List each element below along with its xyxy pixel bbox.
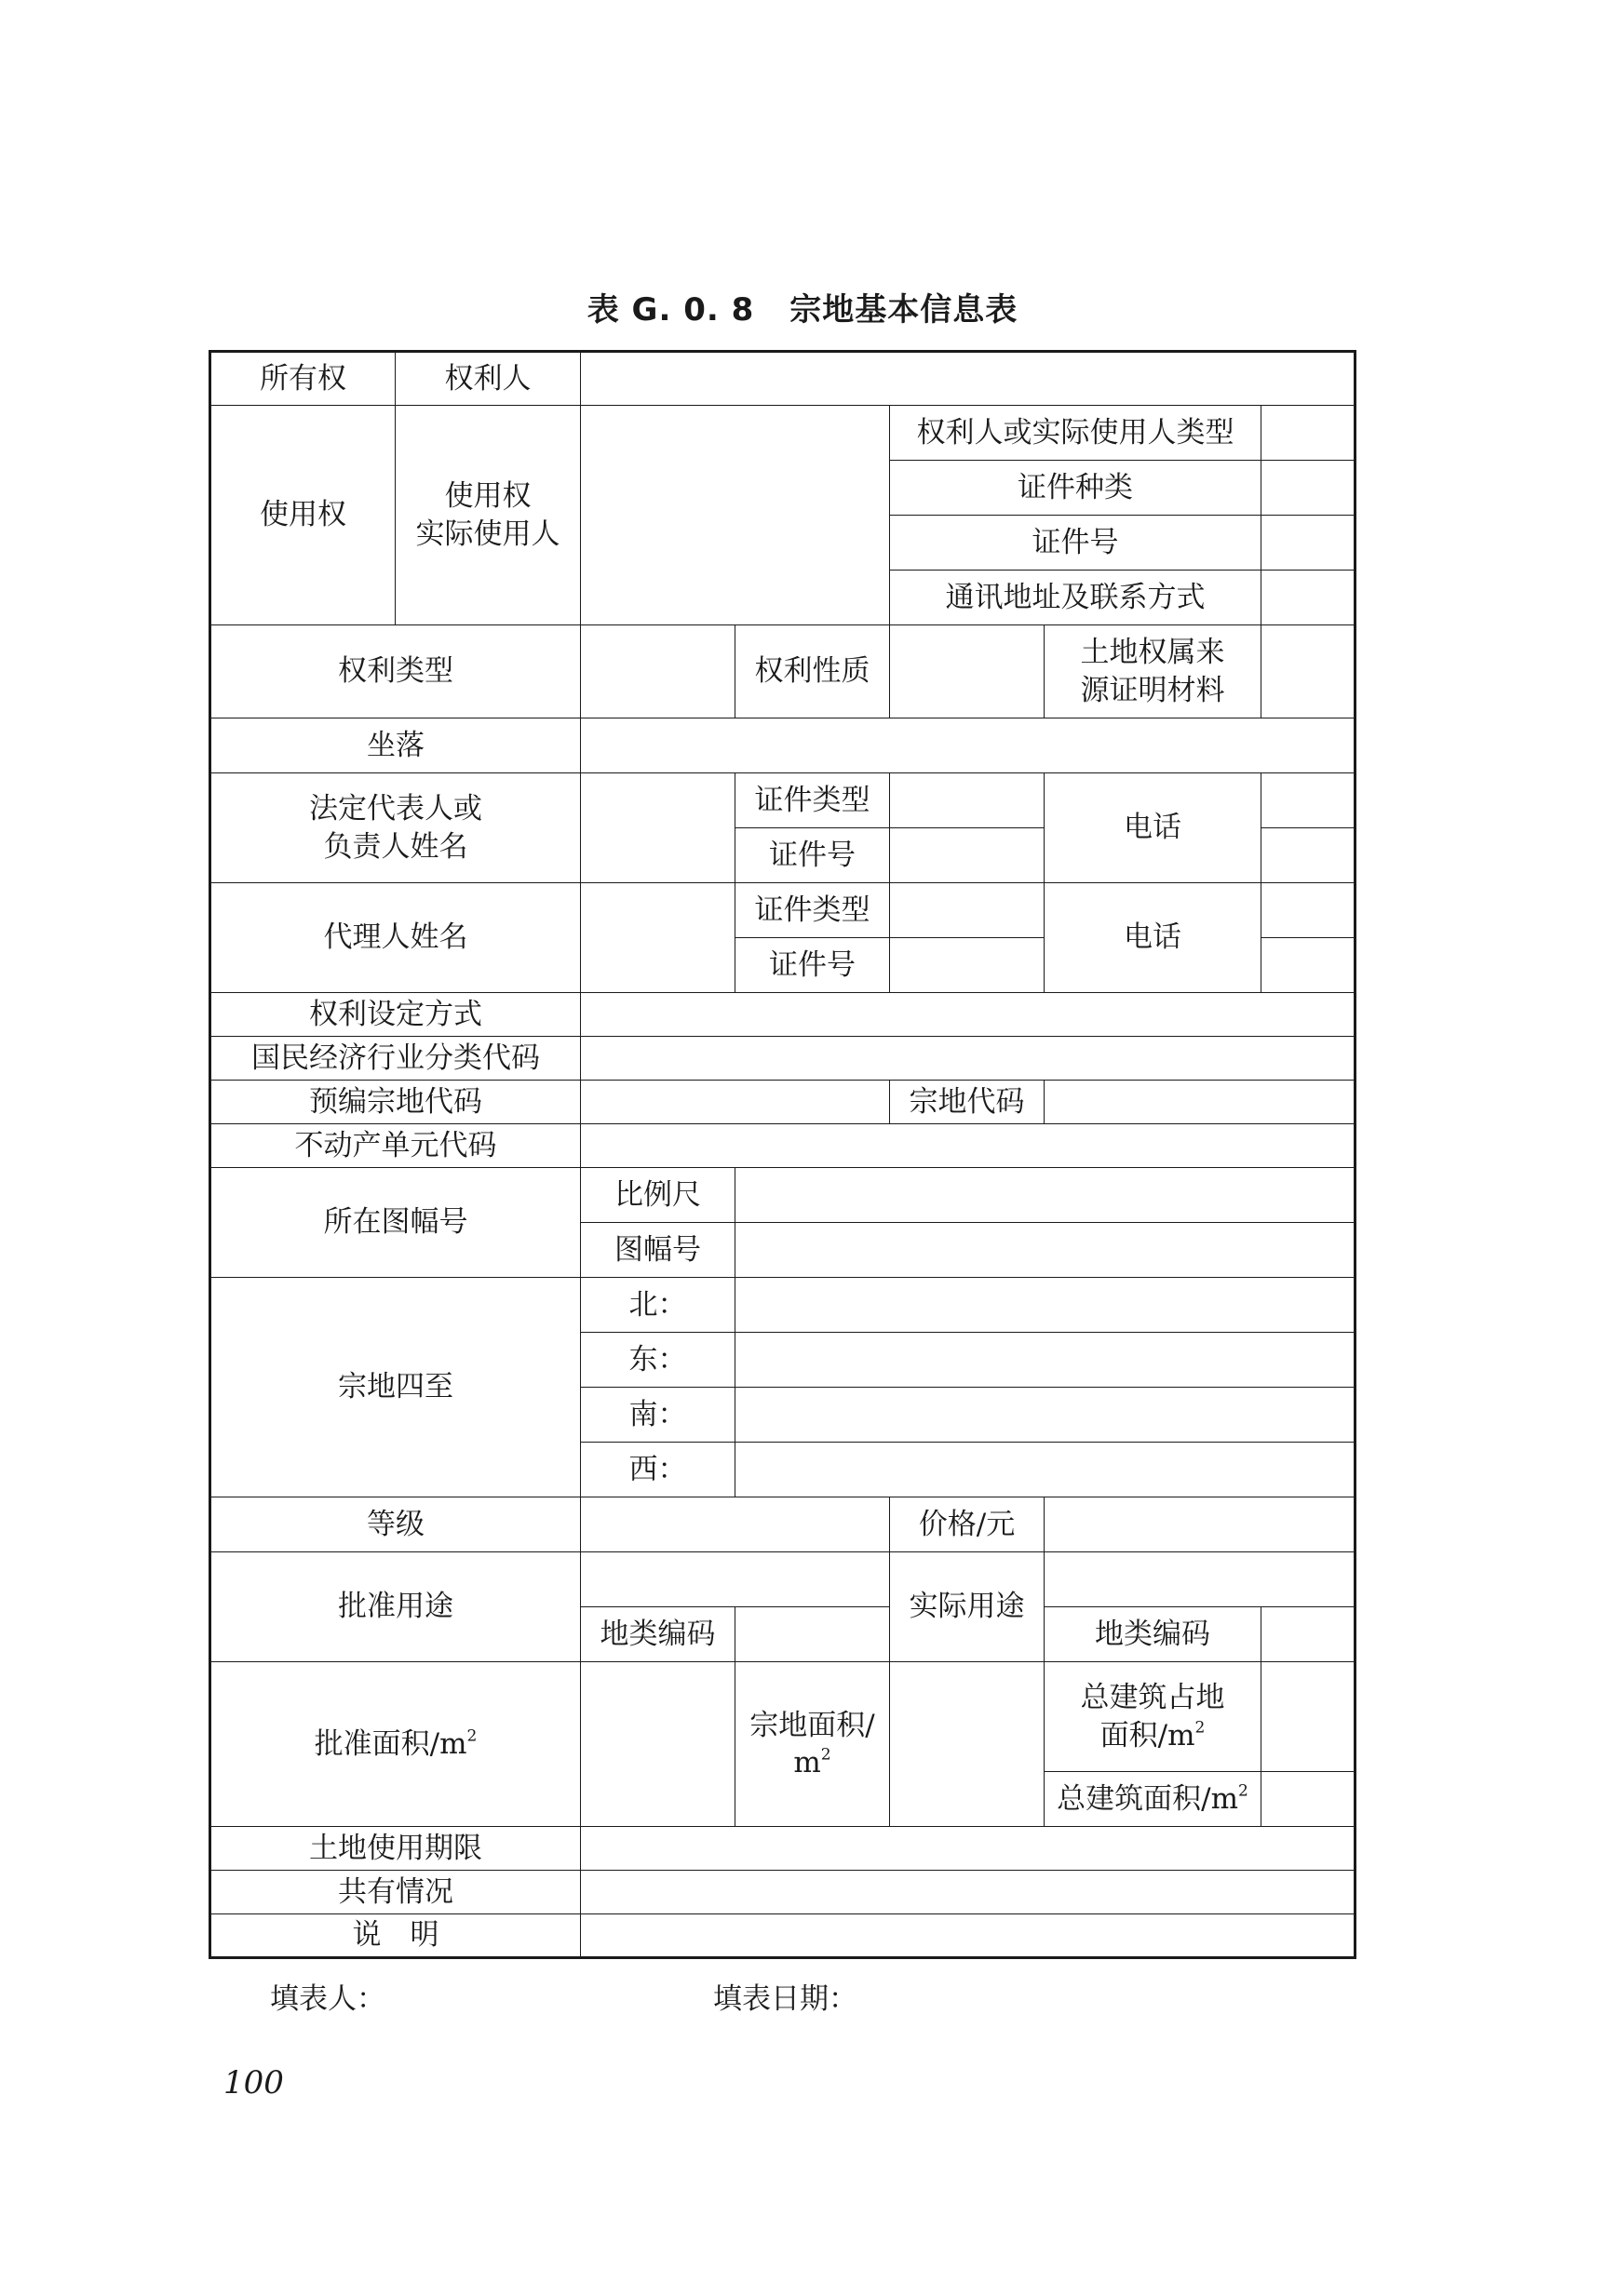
pre-parcel-code-label: 预编宗地代码: [210, 1081, 581, 1124]
sheet-number-label: 图幅号: [581, 1223, 735, 1278]
price-field[interactable]: [1045, 1497, 1355, 1552]
south-label: 南：: [581, 1388, 735, 1443]
approved-use-label: 批准用途: [210, 1552, 581, 1662]
legal-rep-label: 法定代表人或 负责人姓名: [210, 773, 581, 883]
legal-rep-phone-label: 电话: [1045, 773, 1261, 883]
legal-rep-cert-type-label: 证件类型: [735, 773, 890, 828]
parcel-code-label: 宗地代码: [890, 1081, 1045, 1124]
approved-use-field[interactable]: [581, 1552, 890, 1607]
title-source-label: 土地权属来 源证明材料: [1045, 625, 1261, 718]
page-number: 100: [223, 2064, 284, 2101]
cert-number-field[interactable]: [1261, 516, 1355, 571]
legal-rep-phone-field-1[interactable]: [1261, 773, 1355, 828]
north-field[interactable]: [735, 1278, 1355, 1333]
scale-label: 比例尺: [581, 1168, 735, 1223]
address-contact-field[interactable]: [1261, 571, 1355, 625]
approved-land-code-label: 地类编码: [581, 1607, 735, 1662]
right-type-field[interactable]: [581, 625, 735, 718]
footprint-area-label: 总建筑占地 面积$/m^2$: [1045, 1662, 1261, 1772]
agent-cert-type-field[interactable]: [890, 883, 1045, 938]
shared-status-label: 共有情况: [210, 1871, 581, 1914]
agent-phone-field-2[interactable]: [1261, 938, 1355, 993]
total-floor-area-label: 总建筑面积$/m^2$: [1045, 1772, 1261, 1827]
agent-name-field[interactable]: [581, 883, 735, 993]
use-right-label: 使用权: [210, 406, 396, 625]
location-field[interactable]: [581, 718, 1355, 773]
sheet-number-field[interactable]: [735, 1223, 1355, 1278]
west-label: 西：: [581, 1443, 735, 1497]
east-label: 东：: [581, 1333, 735, 1388]
approved-area-label: 批准面积$/m^2$: [210, 1662, 581, 1827]
actual-land-code-field[interactable]: [1261, 1607, 1355, 1662]
legal-rep-phone-field-2[interactable]: [1261, 828, 1355, 883]
location-label: 坐落: [210, 718, 581, 773]
shared-status-field[interactable]: [581, 1871, 1355, 1914]
fill-date-label: 填表日期：: [713, 1982, 857, 2016]
agent-phone-label: 电话: [1045, 883, 1261, 993]
east-field[interactable]: [735, 1333, 1355, 1388]
map-sheet-label: 所在图幅号: [210, 1168, 581, 1278]
parcel-code-field[interactable]: [1045, 1081, 1355, 1124]
scale-field[interactable]: [735, 1168, 1355, 1223]
squared-superscript: 2: [1238, 1781, 1248, 1801]
price-label: 价格/元: [890, 1497, 1045, 1552]
south-field[interactable]: [735, 1388, 1355, 1443]
agent-name-label: 代理人姓名: [210, 883, 581, 993]
title-source-field[interactable]: [1261, 625, 1355, 718]
use-right-holder-label: 使用权 实际使用人: [396, 406, 581, 625]
right-nature-field[interactable]: [890, 625, 1045, 718]
cert-kind-field[interactable]: [1261, 461, 1355, 516]
industry-code-field[interactable]: [581, 1037, 1355, 1081]
right-nature-label: 权利性质: [735, 625, 890, 718]
west-field[interactable]: [735, 1443, 1355, 1497]
use-term-field[interactable]: [581, 1827, 1355, 1871]
total-floor-area-field[interactable]: [1261, 1772, 1355, 1827]
actual-land-code-label: 地类编码: [1045, 1607, 1261, 1662]
industry-code-label: 国民经济行业分类代码: [210, 1037, 581, 1081]
grade-field[interactable]: [581, 1497, 890, 1552]
footprint-area-field[interactable]: [1261, 1662, 1355, 1772]
parcel-area-field[interactable]: [890, 1662, 1045, 1827]
unit-code-label: 不动产单元代码: [210, 1124, 581, 1168]
squared-superscript: 2: [820, 1745, 831, 1765]
actual-use-label: 实际用途: [890, 1552, 1045, 1662]
ownership-holder-label: 权利人: [396, 352, 581, 406]
legal-rep-name-field[interactable]: [581, 773, 735, 883]
agent-cert-number-field[interactable]: [890, 938, 1045, 993]
legal-rep-cert-type-field[interactable]: [890, 773, 1045, 828]
cert-kind-label: 证件种类: [890, 461, 1261, 516]
cert-number-label: 证件号: [890, 516, 1261, 571]
holder-type-label: 权利人或实际使用人类型: [890, 406, 1261, 461]
agent-phone-field-1[interactable]: [1261, 883, 1355, 938]
address-contact-label: 通讯地址及联系方式: [890, 571, 1261, 625]
ownership-holder-field[interactable]: [581, 352, 1355, 406]
legal-rep-cert-number-label: 证件号: [735, 828, 890, 883]
right-type-label: 权利类型: [210, 625, 581, 718]
table-title: [0, 284, 1605, 329]
squared-superscript: 2: [466, 1726, 478, 1746]
grade-label: 等级: [210, 1497, 581, 1552]
agent-cert-type-label: 证件类型: [735, 883, 890, 938]
boundaries-label: 宗地四至: [210, 1278, 581, 1497]
holder-type-field[interactable]: [1261, 406, 1355, 461]
ownership-label: 所有权: [210, 352, 396, 406]
unit-code-field[interactable]: [581, 1124, 1355, 1168]
actual-use-field[interactable]: [1045, 1552, 1355, 1607]
table-name: 宗地基本信息表: [789, 291, 1018, 329]
parcel-info-table: [209, 350, 1356, 1959]
right-setting-label: 权利设定方式: [210, 993, 581, 1037]
right-setting-field[interactable]: [581, 993, 1355, 1037]
note-field[interactable]: [581, 1914, 1355, 1958]
parcel-area-label: 宗地面积/ $m^2$: [735, 1662, 890, 1827]
north-label: 北：: [581, 1278, 735, 1333]
squared-superscript: 2: [1194, 1717, 1206, 1737]
approved-land-code-field[interactable]: [735, 1607, 890, 1662]
table-number: 表 G. 0. 8: [587, 291, 755, 329]
use-right-holder-field[interactable]: [581, 406, 890, 625]
legal-rep-cert-number-field[interactable]: [890, 828, 1045, 883]
approved-area-field[interactable]: [581, 1662, 735, 1827]
use-term-label: 土地使用期限: [210, 1827, 581, 1871]
agent-cert-number-label: 证件号: [735, 938, 890, 993]
filler-label: 填表人：: [270, 1982, 385, 2016]
pre-parcel-code-field[interactable]: [581, 1081, 890, 1124]
note-label: 说 明: [210, 1914, 581, 1958]
